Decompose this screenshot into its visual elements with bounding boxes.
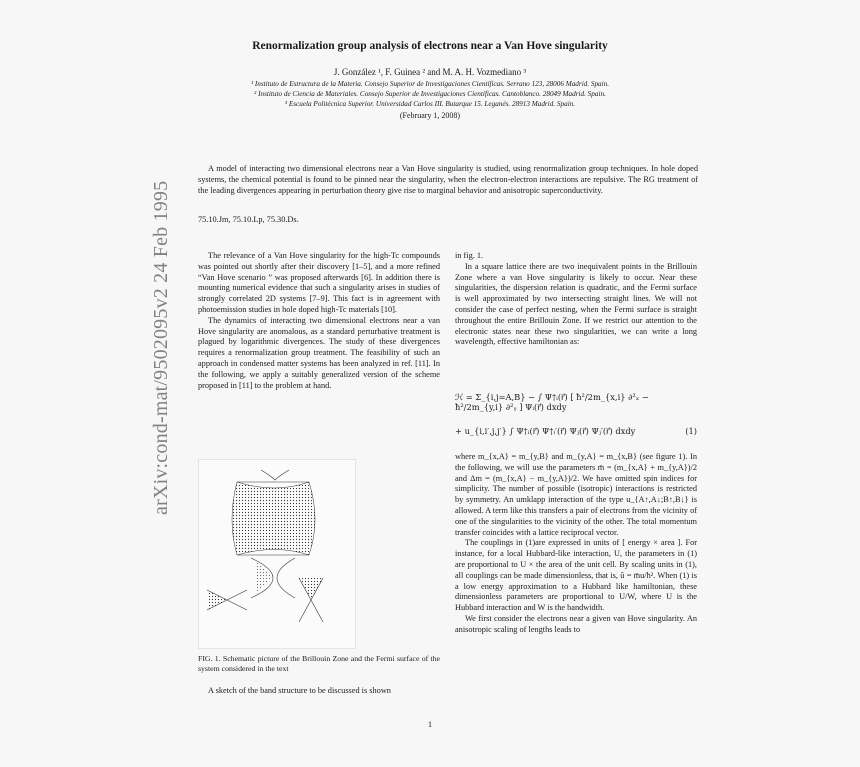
affiliation-2: ² Instituto de Ciencia de Materiales. Consejo Superior de Investigaciones Científicas. Cantoblanco. 28049 Madrid. Spain. [254,90,606,98]
equation-1-line-1 [455,392,697,412]
equation-1-line-2 [455,426,697,436]
paper-date: (February 1, 2008) [399,111,461,120]
arxiv-sidebar-stamp: arXiv:cond-mat/9502095v2 24 Feb 1995 [150,180,172,515]
intro-paragraph-1: The relevance of a Van Hove singularity for the high-Tc compounds was pointed out shortly after their discovery [1–5], and a more refined “Van Hove scenario ” was proposed afterwards [6]. In addition there is mounting numerical evidence that such a singularity arises in studies of strongly correlated 2D systems [7–9]. This fact is in agreement with photoemission studies in hole doped high-Tc materials [10]. [198,251,440,314]
affiliation-1: ¹ Instituto de Estructura de la Materia. Consejo Superior de Investigaciones Científicas. Serrano 123, 28006 Madrid. Spain. [250,80,610,88]
intro-paragraph-2: The dynamics of interacting two dimensional electrons near a van Hove singularity are anomalous, as a standard perturbative treatment is plagued by logarithmic divergences. The study of these divergences requires a renormalization group treatment. The feasibility of such an approach in condensed matter systems has been analyzed in ref. [11]. In the following, we apply a suitably generalized version of the scheme proposed in [11] to the problem at hand. [198,315,440,390]
singularity-b-fill [299,578,323,600]
author-list: J. González ¹, F. Guinea ² and M. A. H. Vozmediano ³ [333,67,527,77]
singularity-a-fill [207,590,227,610]
left-column [198,251,440,391]
lower-fermi-curve-right [277,558,295,598]
lattice-paragraph: In a square lattice there are two inequivalent points in the Brillouin Zone where a van Hove singularity is likely to occur. Near these singularities, the dispersion relation is quadratic, and the Fermi surface is well approximated by two intersecting straight lines. We will not consider the case of perfect nesting, when the Fermi surface is straight throughout the entire Brillouin Zone. If we restrict our attention to the electronic states near these two singularities, we can write a long wavelength, effective hamiltonian as: [455,261,697,347]
pacs-numbers: 75.10.Jm, 75.10.Lp, 75.30.Ds. [198,215,299,224]
mass-definition-paragraph: where m_{x,A} = m_{y,B} and m_{y,A} = m_{x,B} (see figure 1). In the following, we will use the parameters m̄ = (m_{x,A} + m_{y,A})/2 and Δm = (m_{x,A} − m_{y,A})/2. We have omitted spin indices for simplicity. The number of possible (isotropic) interactions is restricted by symmetry. An umklapp interaction of the type u_{A↑,A↓;B↑,B↓} is allowed. A term like this transfers a pair of electrons from the vicinity of one of the singularities to the vicinity of the other. The total momentum transfer coincides with a lattice reciprocal vector. [455,452,697,537]
paper-title: Renormalization group analysis of electrons near a Van Hove singularity [252,40,608,52]
figure-1-caption: FIG. 1. Schematic picture of the Brillouin Zone and the Fermi surface of the system considered in the text [198,654,440,673]
right-column-top [455,251,697,348]
hamiltonian-term: ℋ = Σ_{i,j=A,B} − ∫ Ψ†ᵢ(r⃗) [ ħ²/2m_{x,i} ∂²ₓ − ħ²/2m_{y,i} ∂²ᵧ ] Ψᵢ(r⃗) dxdy [455,392,649,412]
scaling-paragraph: We first consider the electrons near a given van Hove singularity. An anisotropic scaling of lengths leads to [455,613,697,634]
interaction-term: + u_{i,i′,j,j′} ∫ Ψ†ᵢ(r⃗) Ψ†ᵢ′(r⃗) Ψⱼ(r⃗) Ψⱼ′(r⃗) dxdy [455,426,636,436]
figure-1 [198,459,356,649]
filled-fermi-sea [232,482,315,555]
couplings-paragraph: The couplings in (1)are expressed in units of [ energy × area ]. For instance, for a local Hubbard-like interaction, U, the parameters in (1) are proportional to U × the area of the unit cell. By scaling units in (1), all couplings can be made dimensionless, that is, û = m̄u/ħ². When (1) is a low energy approximation to a Hubbard like hamiltonian, these dimensionless parameters are proportional to U/W, where U is the Hubbard interaction and W is the bandwidth. [455,538,697,613]
brillouin-zone-sketch [199,460,355,648]
page-number: 1 [427,719,433,729]
left-column-last-line: A sketch of the band structure to be discussed is shown [208,686,391,695]
abstract: A model of interacting two dimensional electrons near a Van Hove singularity is studied, using renormalization group techniques. In hole doped systems, the chemical potential is found to be pinned near the singularity, when the electron-electron interactions are repulsive. The RG treatment of the leading divergences appearing in perturbation theory give rise to marginal behavior and anisotropic superconductivity. [198,164,698,196]
equation-number: (1) [685,426,697,436]
affiliation-3: ³ Escuela Politécnica Superior. Universidad Carlos III. Butarque 15. Leganés. 28913 Madrid. Spain. [284,100,576,108]
fig-ref-line: in fig. 1. [455,251,484,260]
right-column-bottom [455,452,697,636]
upper-fermi-curve [261,470,289,480]
